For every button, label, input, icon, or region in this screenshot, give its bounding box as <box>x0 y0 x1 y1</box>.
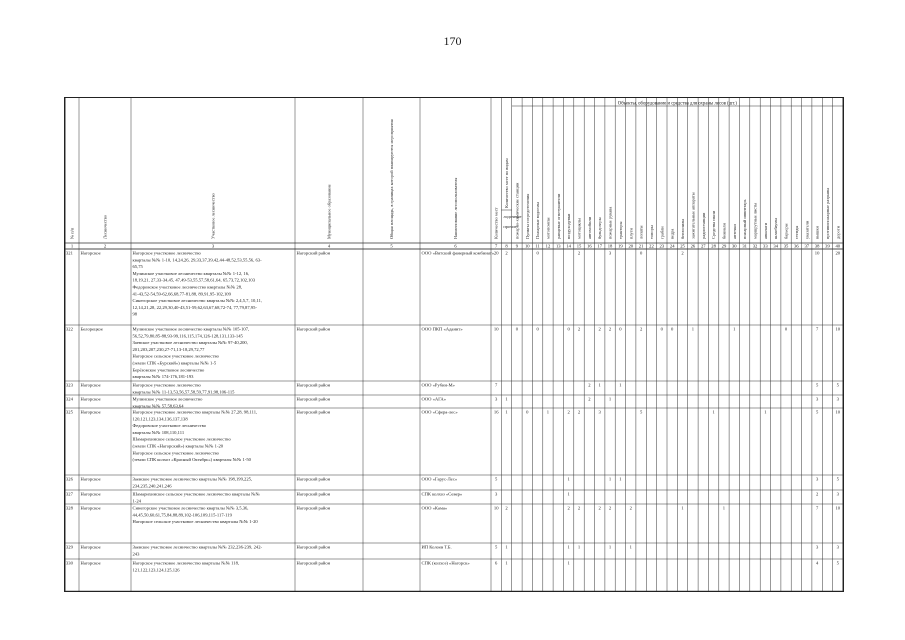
column-number: 12 <box>545 243 551 249</box>
row-value: 5 <box>639 409 643 415</box>
row-local-forestry-line: 201,203,207,230,27-71,13-18,29,72,77 <box>132 346 205 352</box>
row-value: 0 <box>536 326 539 332</box>
row-value: 1 <box>681 505 684 511</box>
row-local-forestry-line: кварталы №№ 11-13,53,56,57,58,59,77,91,98,106-115 <box>132 389 235 395</box>
header-equipment-label: аншлаги <box>762 223 768 239</box>
row-value: 1 <box>567 560 570 566</box>
row-value: 2 <box>567 409 570 415</box>
row-value: 1 <box>567 544 570 550</box>
row-value: 3 <box>598 409 601 415</box>
row-local-forestry-line: 56,52,79,80,85-88,93-99,116,115,174,126-128,131,133-145 <box>132 333 243 339</box>
header-equipment-label: Средства связи <box>711 210 717 239</box>
row-municipal: Нагорский район <box>296 326 331 332</box>
header-equipment-label: пожарный инвентарь <box>742 199 748 239</box>
column-number: 6 <box>454 243 457 249</box>
row-user: ООО «Кама» <box>421 505 448 511</box>
row-value: 1 <box>505 560 508 566</box>
row-number: 321 <box>66 250 73 256</box>
column-number: 7 <box>495 243 498 249</box>
row-local-forestry-line: Заевское участковое лесничество кварталы №№ 198,199,225, <box>132 476 253 482</box>
column-number: 25 <box>680 243 685 249</box>
row-local-forestry-line: Мулинское участковое лесничество <box>132 396 203 402</box>
header-col-no: № п/п <box>69 227 75 239</box>
column-number: 18 <box>607 243 613 249</box>
row-value: 4 <box>815 560 819 566</box>
column-number: 40 <box>835 243 841 249</box>
row-value: 7 <box>815 505 819 511</box>
row-value: 1 <box>567 476 570 482</box>
row-value: 2 <box>681 250 684 256</box>
row-value: 5 <box>836 476 839 482</box>
column-number: 33 <box>763 243 768 249</box>
row-value: 2 <box>577 409 581 415</box>
header-equipment-label: лопаты <box>638 225 644 239</box>
row-user: СПК (колхоз) «Нагорск» <box>421 560 470 566</box>
row-value: 5 <box>495 544 498 550</box>
row-value: 2 <box>639 326 643 332</box>
row-value: 20 <box>835 250 841 256</box>
row-value: 3 <box>836 396 839 402</box>
column-number: 20 <box>628 243 634 249</box>
row-value: 3 <box>495 491 498 497</box>
row-local-forestry-line: кварталы №№ 174-176,181-193 <box>132 374 194 380</box>
row-value: 0 <box>567 326 570 332</box>
header-equipment-label: зажигательные аппараты <box>690 192 696 239</box>
column-number: 9 <box>515 243 519 249</box>
header-col-places-count: Количество мест <box>493 207 499 239</box>
row-value: 1 <box>619 382 622 388</box>
row-local-forestry-line: 120,121,123,134,136,137,138 <box>132 416 188 422</box>
column-number: 13 <box>556 243 561 249</box>
table-grid <box>65 98 843 591</box>
row-local-forestry-line: Шамарихинское сельское участковое лесничество кварталы №№ <box>132 491 260 497</box>
row-value: 2 <box>598 326 601 332</box>
column-number: 5 <box>390 243 393 249</box>
header-equipment-label: мотопомпы <box>545 217 551 239</box>
row-value: 1 <box>505 544 508 550</box>
column-number: 3 <box>211 243 215 249</box>
row-value: 3 <box>815 396 819 402</box>
header-equipment-label: ведра <box>669 228 675 239</box>
row-value: 7 <box>495 382 498 388</box>
header-equipment-label: шлагбаумы <box>773 217 779 239</box>
row-user: ООО «Сфера-лес» <box>421 409 458 415</box>
row-value: 2 <box>577 326 581 332</box>
row-local-forestry-line: Нагорское участковое лесничество <box>132 250 201 256</box>
page-number: 170 <box>443 34 462 48</box>
row-local-forestry-line: 41-43,52-54,59-62,66,68,77-81,88, 89,91,95-102,109 <box>132 291 231 297</box>
header-col-places-b: прочие <box>503 224 517 229</box>
row-value: 1 <box>505 396 508 402</box>
column-number: 39 <box>825 243 830 249</box>
header-col-forestry: Лесничество <box>102 214 108 239</box>
column-number: 37 <box>804 243 810 249</box>
row-municipal: Нагорский район <box>296 476 331 482</box>
row-local-forestry-line: 44,45,50,60,61,75,84,88,89,102-106,109,115-117-119 <box>132 512 232 518</box>
row-local-forestry-line: 243 <box>132 551 140 557</box>
column-number: 17 <box>597 243 602 249</box>
row-local-forestry-line: Шамарихинское сельское участковое лесничество <box>132 436 231 442</box>
row-value: 1 <box>567 491 570 497</box>
header-col-places-a: лодочные <box>503 214 522 219</box>
row-local-forestry-line: 1-24 <box>132 498 141 504</box>
header-equipment-label: вышки <box>814 226 820 239</box>
row-value: 0 <box>515 326 519 332</box>
column-number: 30 <box>732 243 737 249</box>
row-value: 2 <box>608 326 612 332</box>
header-equipment-label: ранцевые огнетушители <box>555 193 561 239</box>
row-value: 1 <box>733 326 736 332</box>
row-user: ИП Колоев Т.Б. <box>421 544 452 550</box>
row-local-forestry-line: Нагорское сельское участковое лесничество <box>132 353 219 359</box>
row-local-forestry-line: 65,75 <box>132 264 143 270</box>
row-forestry: Нагорское <box>80 505 101 511</box>
row-value: 1 <box>608 544 612 550</box>
row-value: 1 <box>764 409 767 415</box>
row-value: 10 <box>835 409 841 415</box>
header-equipment-label: плуги <box>628 228 634 239</box>
row-user: ООО «Рубин-М» <box>421 382 455 388</box>
row-value: 1 <box>629 544 632 550</box>
column-number: 15 <box>576 243 582 249</box>
row-user: ООО «Вятский фанерный комбинат» <box>421 250 495 256</box>
row-municipal: Нагорский район <box>296 491 331 497</box>
row-municipal: Нагорский район <box>296 250 331 256</box>
row-value: 1 <box>722 505 726 511</box>
row-value: 10 <box>835 326 841 332</box>
row-municipal: Нагорский район <box>296 382 331 388</box>
header-equipment-label: бензопилы <box>680 218 686 239</box>
header-equipment-label: радиостанции <box>700 212 706 239</box>
header-col-area-total: Общая площадь, в границах которой планируются мероприятия <box>389 119 394 239</box>
row-value: 0 <box>671 326 674 332</box>
row-local-forestry-line: Нагорское участковое лесничество <box>132 382 201 388</box>
header-equipment-label: пожарно-химические станции <box>514 182 520 239</box>
row-forestry: Белорецкое <box>80 326 103 332</box>
row-local-forestry-line: Федоровское участковое лесничество <box>132 423 207 429</box>
row-value: 2 <box>815 491 819 497</box>
row-value: 16 <box>493 409 499 415</box>
header-equipment-label: воздуходувки <box>566 213 572 239</box>
header-equipment-label: грабли <box>659 226 665 239</box>
header-equipment-label: бульдозеры <box>597 217 603 239</box>
row-value: 5 <box>495 476 498 482</box>
row-forestry: Нагорское <box>80 491 101 497</box>
row-value: 1 <box>505 409 508 415</box>
row-value: 2 <box>505 250 508 256</box>
row-value: 10 <box>835 505 841 511</box>
row-local-forestry-line: Заевское участковое лесничество кварталы №№ 97-40,200, <box>132 340 248 346</box>
row-number: 324 <box>66 396 73 402</box>
header-group-title: Объекты, оборудование и средства для охраны лесов (шт.) <box>617 101 737 107</box>
row-local-forestry-line: Нагорское сельское участковое лесничество <box>132 450 219 456</box>
column-number: 19 <box>618 243 623 249</box>
row-value: 1 <box>691 326 695 332</box>
row-local-forestry-line: кварталы №№ 108,110,111 <box>132 429 185 435</box>
row-forestry: Нагорское <box>80 476 101 482</box>
row-local-forestry-line: (земли СПК «Нагорский») кварталы №№ 1-20 <box>132 443 224 449</box>
row-value: 0 <box>660 326 663 332</box>
row-value: 1 <box>712 409 715 415</box>
row-value: 5 <box>836 560 839 566</box>
row-value: 7 <box>815 326 819 332</box>
column-number: 14 <box>566 243 571 249</box>
row-local-forestry-line: 234,235,240,241,246 <box>132 483 172 489</box>
header-equipment-label: автомобили <box>586 217 592 239</box>
header-equipment-label: противопожарные разрывы <box>824 187 830 239</box>
row-forestry: Нагорское <box>80 250 101 256</box>
row-number: 326 <box>66 476 73 482</box>
column-number: 8 <box>505 243 508 249</box>
row-local-forestry-line: Мулинское участковое лесничество кварталы №№ 1-12, 16, <box>132 270 250 276</box>
row-local-forestry-line: 18,19,21, 27,33-34,45, 47,49-53,55,57,58,61,64, 65,73,72,102,103 <box>132 277 255 283</box>
column-number: 38 <box>814 243 820 249</box>
header-equipment-label: Пункты сосредоточения <box>524 193 530 239</box>
row-value: 20 <box>493 250 499 256</box>
column-number: 16 <box>587 243 592 249</box>
column-number: 21 <box>638 243 644 249</box>
row-value: 0 <box>536 250 539 256</box>
row-value: 2 <box>588 382 591 388</box>
header-equipment-label: мотоциклы <box>576 218 582 239</box>
header-col-municipal: Муниципальное образование <box>326 184 332 239</box>
column-number: 35 <box>783 243 789 249</box>
header-equipment-label: тракторы <box>617 221 623 239</box>
column-number: 27 <box>700 243 706 249</box>
header-equipment-label: Пожарные водоемы <box>535 201 541 239</box>
row-value: 3 <box>495 396 498 402</box>
row-municipal: Нагорский район <box>296 560 331 566</box>
column-number: 29 <box>721 243 727 249</box>
row-number: 322 <box>66 326 73 332</box>
header-col-local-forestry: Участковое лесничество <box>210 193 216 239</box>
row-number: 330 <box>66 560 73 566</box>
row-value: 5 <box>815 382 819 388</box>
row-value: 2 <box>588 396 591 402</box>
header-equipment-label: маршрутные листы <box>752 202 758 239</box>
header-equipment-label: топоры <box>648 225 654 239</box>
row-value: 2 <box>567 505 570 511</box>
header-col-places-sub: Количество мест по видам <box>504 158 510 208</box>
row-number: 325 <box>66 409 73 415</box>
row-value: 3 <box>815 476 819 482</box>
row-local-forestry-line: Нагорское участковое лесничество кварталы №№ 118, <box>132 560 240 566</box>
row-value: 1 <box>619 476 622 482</box>
row-value: 1 <box>546 409 550 415</box>
row-value: 3 <box>608 250 612 256</box>
row-local-forestry-line: (земли СПК «Бурский») кварталы №№ 1-5 <box>132 360 217 366</box>
column-number: 22 <box>649 243 654 249</box>
row-value: 2 <box>577 505 581 511</box>
row-value: 10 <box>493 505 499 511</box>
row-value: 5 <box>815 409 819 415</box>
column-number: 31 <box>742 243 747 249</box>
row-local-forestry-line: кварталы №№ 57,58,63,64 <box>132 403 184 409</box>
row-value: 10 <box>493 326 499 332</box>
column-number: 24 <box>669 243 675 249</box>
header-equipment-label: аптечки <box>731 224 737 239</box>
row-municipal: Нагорский район <box>296 396 331 402</box>
row-value: 2 <box>608 505 612 511</box>
header-equipment-label: указатели <box>804 220 810 239</box>
column-number: 23 <box>659 243 665 249</box>
row-value: 2 <box>505 505 508 511</box>
row-value: 1 <box>577 544 581 550</box>
row-value: 1 <box>608 476 612 482</box>
row-local-forestry-line: 98 <box>132 311 138 317</box>
column-number: 4 <box>327 243 331 249</box>
row-local-forestry-line: Заевское участковое лесничество кварталы №№ 232,236-239, 242- <box>132 544 263 550</box>
row-value: 1 <box>608 396 612 402</box>
column-number: 34 <box>773 243 778 249</box>
row-value: 10 <box>814 250 820 256</box>
column-number: 11 <box>535 243 540 249</box>
column-number: 1 <box>70 243 74 249</box>
column-number: 10 <box>524 243 530 249</box>
row-number: 329 <box>66 544 73 550</box>
header-equipment-label: барьеры <box>783 223 789 239</box>
row-number: 327 <box>66 491 73 497</box>
column-number: 32 <box>752 243 758 249</box>
column-number: 36 <box>794 243 799 249</box>
row-municipal: Нагорский район <box>296 505 331 511</box>
equipment-table <box>64 97 844 592</box>
row-local-forestry-line: Мулинское участковое лесничество кварталы №№ 105-107, <box>132 326 250 332</box>
header-equipment-label: дороги <box>835 226 841 239</box>
row-local-forestry-line: Синегорское участковое лесничество кварталы №№ 2,4,5,7, 10,11, <box>132 298 263 304</box>
row-number: 328 <box>66 505 73 511</box>
row-local-forestry-line: 12,14,21,28, 22,29,30,40-43,51-59,62,63,67,68,72-74, 77,79,87,95- <box>132 304 257 310</box>
row-forestry: Нагорское <box>80 544 101 550</box>
header-col-user: Наименование лесопользователя <box>453 177 458 239</box>
row-value: 0 <box>526 409 529 415</box>
row-value: 5 <box>836 382 839 388</box>
row-number: 323 <box>66 382 73 388</box>
row-user: ООО ПКП «Аданит» <box>421 326 463 332</box>
row-value: 2 <box>598 505 601 511</box>
row-municipal: Нагорский район <box>296 409 331 415</box>
row-value: 0 <box>784 326 788 332</box>
row-user: СПК колхоз «Север» <box>421 491 463 497</box>
row-value: 6 <box>495 560 498 566</box>
row-user: ООО «АГА» <box>421 396 446 402</box>
header-equipment-label: бинокли <box>721 223 727 239</box>
row-value: 0 <box>619 326 622 332</box>
row-forestry: Нагорское <box>80 382 101 388</box>
row-forestry: Нагорское <box>80 560 101 566</box>
column-number: 28 <box>711 243 716 249</box>
column-number: 2 <box>103 243 107 249</box>
row-local-forestry-line: Нагорское участковое лесничество кварталы №№ 27,28, 98,111, <box>132 409 258 415</box>
row-value: 0 <box>639 250 643 256</box>
row-local-forestry-line: Берёзовское участковое лесничество <box>132 367 205 373</box>
row-local-forestry-line: Федоровское участковое лесничество кварталы №№ 28, <box>132 284 243 290</box>
row-forestry: Нагорское <box>80 409 101 415</box>
row-value: 3 <box>815 544 819 550</box>
row-local-forestry-line: Нагорское сельское участковое лесничество кварталы №№ 1-20 <box>132 519 258 525</box>
row-local-forestry-line: кварталы №№ 1-10, 14,24,26, 29,33,37,39,42,44-48,52,53,55,56, 63- <box>132 257 262 263</box>
column-number: 26 <box>690 243 696 249</box>
row-local-forestry-line: Синегорское участковое лесничество кварталы №№ 3,5,36, <box>132 505 249 511</box>
row-user: ООО «Гарус-Лес» <box>421 476 458 482</box>
row-value: 1 <box>598 382 601 388</box>
row-local-forestry-line: 121,122,123,124,125,126 <box>132 567 180 573</box>
header-equipment-label: пожарные рукава <box>607 206 613 239</box>
row-value: 3 <box>836 544 839 550</box>
row-local-forestry-line: (земли СПК колхоз «Красный Октябрь») кварталы №№ 1-50 <box>132 457 251 463</box>
header-equipment-label: стенды <box>793 225 799 239</box>
row-value: 2 <box>577 250 581 256</box>
row-value: 3 <box>836 491 839 497</box>
row-municipal: Нагорский район <box>296 544 331 550</box>
row-forestry: Нагорское <box>80 396 101 402</box>
row-value: 2 <box>629 505 632 511</box>
